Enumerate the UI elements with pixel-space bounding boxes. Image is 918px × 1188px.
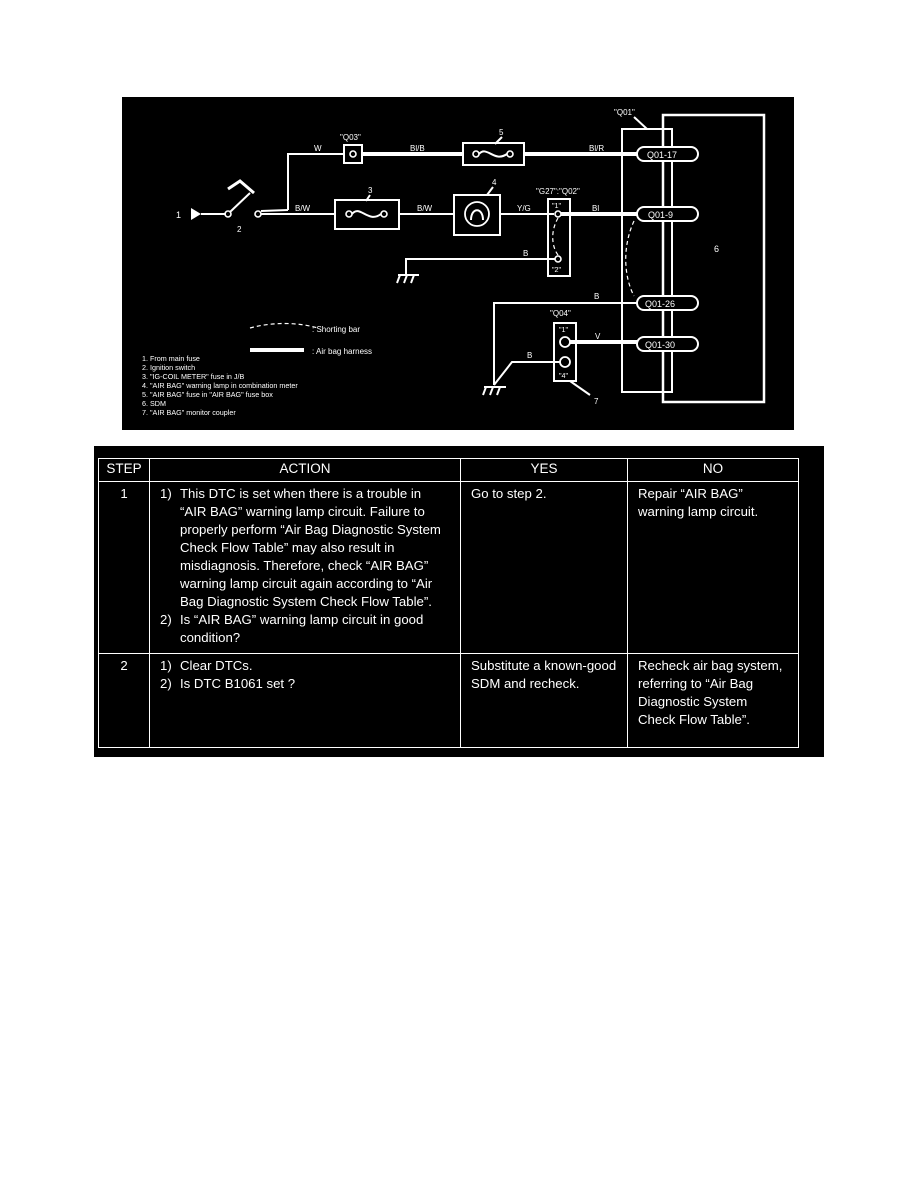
header-action: ACTION <box>150 459 461 482</box>
no-cell: Recheck air bag system, referring to “Air Bag Diagnostic System Check Flow Table”. <box>628 654 799 748</box>
terminal-q01-9: Q01-9 <box>648 210 674 220</box>
step-number: 1 <box>99 482 150 654</box>
wire-bl: Bl <box>592 204 600 213</box>
diagnostic-table-panel <box>94 446 824 757</box>
key-item: 4. "AIR BAG" warning lamp in combination meter <box>142 381 298 390</box>
yes-cell: Go to step 2. <box>461 482 628 654</box>
header-step: STEP <box>99 459 150 482</box>
action-item: 1) Clear DTCs. <box>160 658 253 673</box>
terminal-q01-26: Q01-26 <box>645 299 676 309</box>
q01-label: "Q01" <box>614 108 635 117</box>
wire-b-q04: B <box>527 351 533 360</box>
wire-bl-b: Bl/B <box>410 144 425 153</box>
table-row <box>99 654 799 748</box>
wire-bl-r: Bl/R <box>589 144 605 153</box>
callout-5: 5 <box>499 128 504 137</box>
q04-pin-4: "4" <box>559 371 569 380</box>
action-item: 1) This DTC is set when there is a trouble in “AIR BAG” warning lamp circuit. Failure to properly perform “Air Bag Diagnostic System Check Flow Table” may also result in misdiagnosis. Therefore, check “AIR BAG” warning lamp circuit again according to “Air Bag Diagnostic System Check Flow Table”. <box>160 486 441 609</box>
diagnostic-table <box>98 458 799 748</box>
lamp-4 <box>454 195 500 235</box>
step-number: 2 <box>99 654 150 748</box>
fuse-5 <box>463 143 524 165</box>
callout-1: 1 <box>176 210 182 220</box>
wire-b-26: B <box>594 292 600 301</box>
q04-pin-1: "1" <box>559 325 569 334</box>
terminal-q01-17: Q01-17 <box>647 150 678 160</box>
table-header-row <box>99 459 799 482</box>
action-cell <box>150 654 461 748</box>
wiring-diagram <box>122 97 794 430</box>
wire-w: W <box>314 144 322 153</box>
callout-6: 6 <box>714 244 720 254</box>
terminal-q01-30: Q01-30 <box>645 340 676 350</box>
q01-connector <box>622 129 672 392</box>
callout-2: 2 <box>237 225 242 234</box>
yes-cell: Substitute a known-good SDM and recheck. <box>461 654 628 748</box>
q03-connector <box>344 145 362 163</box>
no-cell: Repair “AIR BAG” warning lamp circuit. <box>628 482 799 654</box>
header-no: NO <box>628 459 799 482</box>
key-item: 1. From main fuse <box>142 354 200 363</box>
g27-pin-2: "2" <box>552 265 562 274</box>
q03-label: "Q03" <box>340 133 361 142</box>
callout-4: 4 <box>492 178 497 187</box>
wire-v: V <box>595 332 601 341</box>
key-item: 7. "AIR BAG" monitor coupler <box>142 408 236 417</box>
key-item: 5. "AIR BAG" fuse in "AIR BAG" fuse box <box>142 390 273 399</box>
callout-3: 3 <box>368 186 373 195</box>
legend-air-bag-harness: : Air bag harness <box>312 347 373 356</box>
action-cell <box>150 482 461 654</box>
key-item: 2. Ignition switch <box>142 363 196 372</box>
callout-7: 7 <box>594 397 599 406</box>
key-item: 3. "IG-COIL METER" fuse in J/B <box>142 372 245 381</box>
g27-pin-1: "1" <box>552 201 562 210</box>
wire-b-w-2: B/W <box>417 204 433 213</box>
wire-b-ground: B <box>523 249 529 258</box>
action-item: 2) Is DTC B1061 set ? <box>160 676 296 691</box>
g27-q02-label: "G27":"Q02" <box>536 187 580 196</box>
header-yes: YES <box>461 459 628 482</box>
action-item: 2) Is “AIR BAG” warning lamp circuit in good condition? <box>160 612 424 645</box>
key-item: 6. SDM <box>142 399 166 408</box>
q04-label: "Q04" <box>550 309 571 318</box>
table-row <box>99 482 799 654</box>
wire-y-g: Y/G <box>517 204 531 213</box>
wire-b-w-1: B/W <box>295 204 311 213</box>
legend-shorting-bar: : Shorting bar <box>312 325 361 334</box>
